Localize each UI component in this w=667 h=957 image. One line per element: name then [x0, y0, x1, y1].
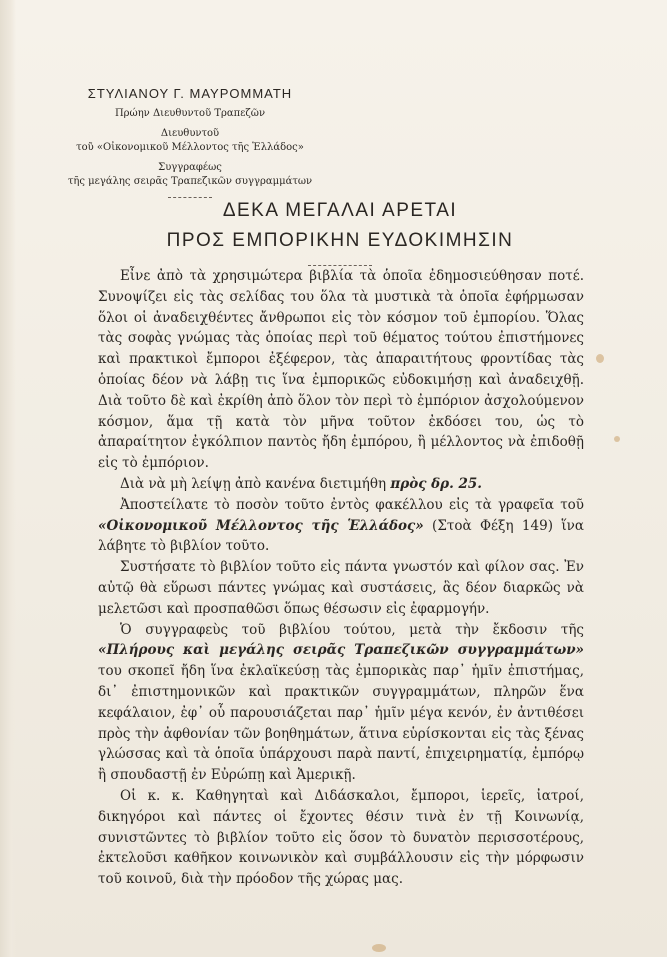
- paragraph: Εἶνε ἀπὸ τὰ χρησιμώτερα βιβλία τὰ ὁποῖα ἐδημοσιεύθησαν ποτέ. Συνοψίζει εἰς τὰς σελίδας του ὅλα τὰ μυστικὰ τὰ ὁποῖα ἐφήρμωσαν ὅλοι οἱ ἀναδειχθέντες ἄνθρωποι εἰς τὸν κόσμον τοῦ ἐμπορίου. Ὅλας τὰς σοφὰς γνώμας τὰς ὁποίας περὶ τοῦ θέματος τούτου ἐπιστήμονες καὶ πρακτικοὶ ἔμποροι ἐξέφερον, τὰς ἀπαραιτήτους φροντίδας τὰς ὁποίας δέον νὰ λάβῃ τις ἵνα ἐμπορικῶς εὐδοκιμήσῃ καὶ ἀναδειχθῇ. Διὰ τοῦτο δὲ καὶ ἐκρίθη ἀπὸ ὅλον τὸν περὶ τὸ ἐμπόριον ἀσχολούμενον κόσμον, ἅμα τῇ κατὰ τὸν μῆνα τοῦτον ἐκδόσει του, ὡς τὸ ἀπαραίτητον ἐγκόλπιον παντὸς ἤδη ἐμπόρου, ἢ μέλλοντος νὰ ἐπιδοθῇ εἰς τὸ ἐμπόριον.: [98, 268, 584, 472]
- document-body: [98, 266, 584, 890]
- series-name: «Πλήρους καὶ μεγάλης σειρᾶς Τραπεζικῶν συγγραμμάτων»: [98, 642, 584, 659]
- paragraph-text: του σκοπεῖ ἤδη ἵνα ἐκλαϊκεύσῃ τὰς ἐμπορικὰς παρ᾽ ἡμῖν ἐπιστήμας, δι᾽ ἐπιστημονικῶν καὶ πρακτικῶν συγγραμμάτων, πληρῶν ἕνα κεφάλαιον, ἐφ᾽ οὗ παρουσιάζεται παρ᾽ ἡμῖν μέγα κενόν, ἐν ἀντιθέσει πρὸς τὴν ἀφθονίαν τῶν βοηθημάτων, ἅτινα εὑρίσκονται εἰς τὰς ξένας γλώσσας καὶ τὰ ὁποῖα ὑπάρχουσι παρὰ παντί, ἐπιχειρηματίᾳ, ἐμπόρῳ ἢ σπουδαστῇ ἐν Εὐρώπῃ καὶ Ἀμερικῇ.: [98, 663, 584, 784]
- paragraph: [98, 620, 584, 786]
- paragraph: Συστήσατε τὸ βιβλίον τοῦτο εἰς πάντα γνωστόν καὶ φίλον σας. Ἐν αὐτῷ θὰ εὕρωσι πάντες γνώμας καὶ συστάσεις, ἃς δέον διαρκῶς νὰ μελετῶσι καὶ προσπαθῶσι ὅπως θέσωσιν εἰς ἐφαρμογήν.: [98, 559, 584, 617]
- paper-fold-shadow: [0, 0, 16, 957]
- paragraph-text: Ὁ συγγραφεὺς τοῦ βιβλίου τούτου, μετὰ τὴν ἔκδοσιν τῆς: [120, 621, 584, 638]
- author-credential: Διευθυντοῦ: [160, 128, 220, 139]
- paragraph-text: Ἀποστείλατε τὸ ποσὸν τοῦτο ἐντὸς φακέλλου εἰς τὰ γραφεῖα τοῦ: [120, 496, 584, 513]
- paragraph: [98, 495, 584, 557]
- author-credential: Συγγραφέως: [158, 162, 222, 173]
- title-line-2: ΠΡΟΣ ΕΜΠΟΡΙΚΗΝ ΕΥΔΟΚΙΜΗΣΙΝ: [166, 230, 514, 251]
- title-line-1: ΔΕΚΑ ΜΕΓΑΛΑΙ ΑΡΕΤΑΙ: [222, 200, 458, 221]
- stain-spot: [614, 436, 620, 442]
- author-credential: τῆς μεγάλης σειρᾶς Τραπεζικῶν συγγραμμάτων: [67, 176, 313, 187]
- publication-name: «Οἰκονομικοῦ Μέλλοντος τῆς Ἑλλάδος»: [98, 517, 424, 534]
- author-name: ΣΤΥΛΙΑΝΟΥ Γ. ΜΑΥΡΟΜΜΑΤΗ: [87, 86, 293, 101]
- stain-spot: [372, 944, 386, 952]
- paragraph-text: (Στοὰ Φέξη 149) ἵνα λάβητε τὸ βιβλίον τοῦτο.: [98, 517, 584, 555]
- author-header: [60, 86, 320, 198]
- author-credential: Πρώην Διευθυντοῦ Τραπεζῶν: [114, 108, 266, 119]
- document-title: [100, 196, 580, 266]
- paragraph: Οἱ κ. κ. Καθηγηταὶ καὶ Διδάσκαλοι, ἔμποροι, ἱερεῖς, ἰατροί, δικηγόροι καὶ πάντες οἱ ἔχοντες θέσιν τινὰ ἐν τῇ Κοινωνίᾳ, συνιστῶντες τὸ βιβλίον τοῦτο εἰς ὅσον τὸ δυνατὸν περισσοτέρους, ἐκτελοῦσι καθῆκον κοινωνικὸν καὶ συμβάλλουσιν εἰς τὴν μόρφωσιν τοῦ κοινοῦ, διὰ τὴν πρόοδον τῆς χώρας μας.: [98, 787, 584, 888]
- paragraph: [98, 474, 584, 495]
- price-highlight: πρὸς δρ. 25.: [390, 475, 483, 492]
- author-credential: τοῦ «Οἰκονομικοῦ Μέλλοντος τῆς Ἑλλάδος»: [76, 142, 304, 153]
- paragraph-text: Διὰ νὰ μὴ λείψῃ ἀπὸ κανένα διετιμήθη: [120, 475, 391, 492]
- stain-spot: [596, 354, 604, 363]
